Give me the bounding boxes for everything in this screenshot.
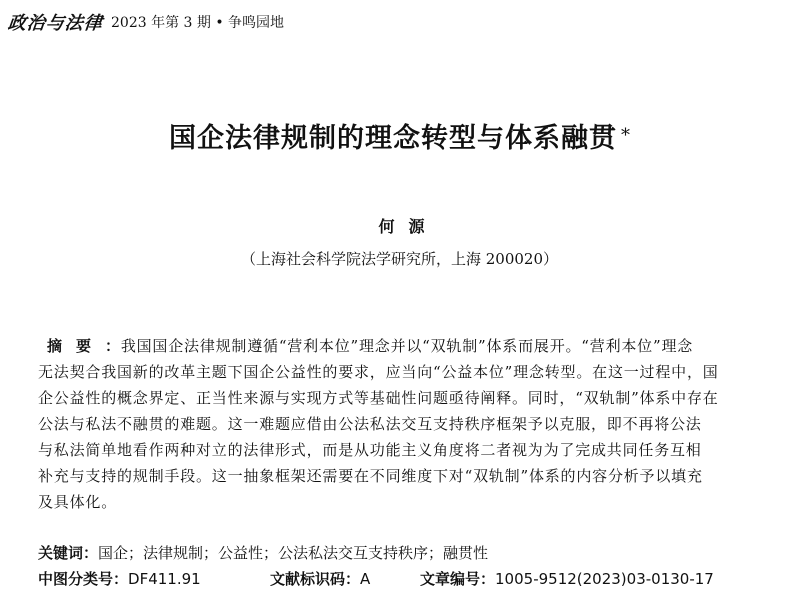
keywords-text: 国企；法律规制；公益性；公法私法交互支持秩序；融贯性 bbox=[98, 544, 489, 562]
abstract-line: 企公益性的概念界定、正当性来源与实现方式等基础性问题亟待阐释。同时，“双轨制”体系中存在 bbox=[38, 389, 719, 407]
issue-info: 2023 年第 3 期 • 争鸣园地 bbox=[111, 15, 285, 31]
doc-label: 文献标识码： bbox=[270, 570, 361, 588]
clc-value: DF411.91 bbox=[128, 570, 201, 588]
abstract-text: 我国国企法律规制遵循“营利本位”理念并以“双轨制”体系而展开。“营利本位”理念 bbox=[120, 337, 694, 355]
document-code bbox=[270, 568, 420, 589]
clc-number bbox=[38, 568, 270, 589]
article-number-label: 文章编号： bbox=[420, 570, 496, 588]
article-title: 国企法律规制的理念转型与体系融贯 bbox=[169, 123, 617, 154]
author-affiliation: （上海社会科学院法学研究所，上海 200020） bbox=[240, 250, 559, 268]
abstract bbox=[38, 333, 796, 515]
article-metadata bbox=[38, 568, 796, 589]
title-footnote-mark: * bbox=[621, 124, 630, 146]
abstract-colon: ： bbox=[105, 337, 121, 355]
title-block bbox=[0, 116, 799, 155]
clc-label: 中图分类号： bbox=[38, 570, 129, 588]
article-number-value: 1005-9512(2023)03-0130-17 bbox=[495, 570, 714, 588]
abstract-line: 及具体化。 bbox=[38, 493, 118, 511]
abstract-label: 摘要 bbox=[47, 337, 106, 355]
abstract-line: 公法与私法不融贯的难题。这一难题应借由公法私法交互支持秩序框架予以克服，即不再将公法 bbox=[38, 415, 702, 433]
abstract-line bbox=[38, 333, 796, 359]
running-header bbox=[8, 8, 284, 36]
article-number bbox=[420, 568, 714, 589]
keywords bbox=[38, 542, 488, 563]
abstract-line: 无法契合我国新的改革主题下国企公益性的要求，应当向“公益本位”理念转型。在这一过程中，国 bbox=[38, 363, 719, 381]
author-name: 何源 bbox=[378, 217, 439, 236]
journal-logo: 政治与法律 bbox=[6, 13, 104, 34]
abstract-line: 补充与支持的规制手段。这一抽象框架还需要在不同维度下对“双轨制”体系的内容分析予以填充 bbox=[38, 467, 703, 485]
keywords-label: 关键词： bbox=[38, 544, 99, 562]
doc-value: A bbox=[360, 570, 371, 588]
abstract-line: 与私法简单地看作两种对立的法律形式，而是从功能主义角度将二者视为为了完成共同任务互相 bbox=[38, 441, 702, 459]
